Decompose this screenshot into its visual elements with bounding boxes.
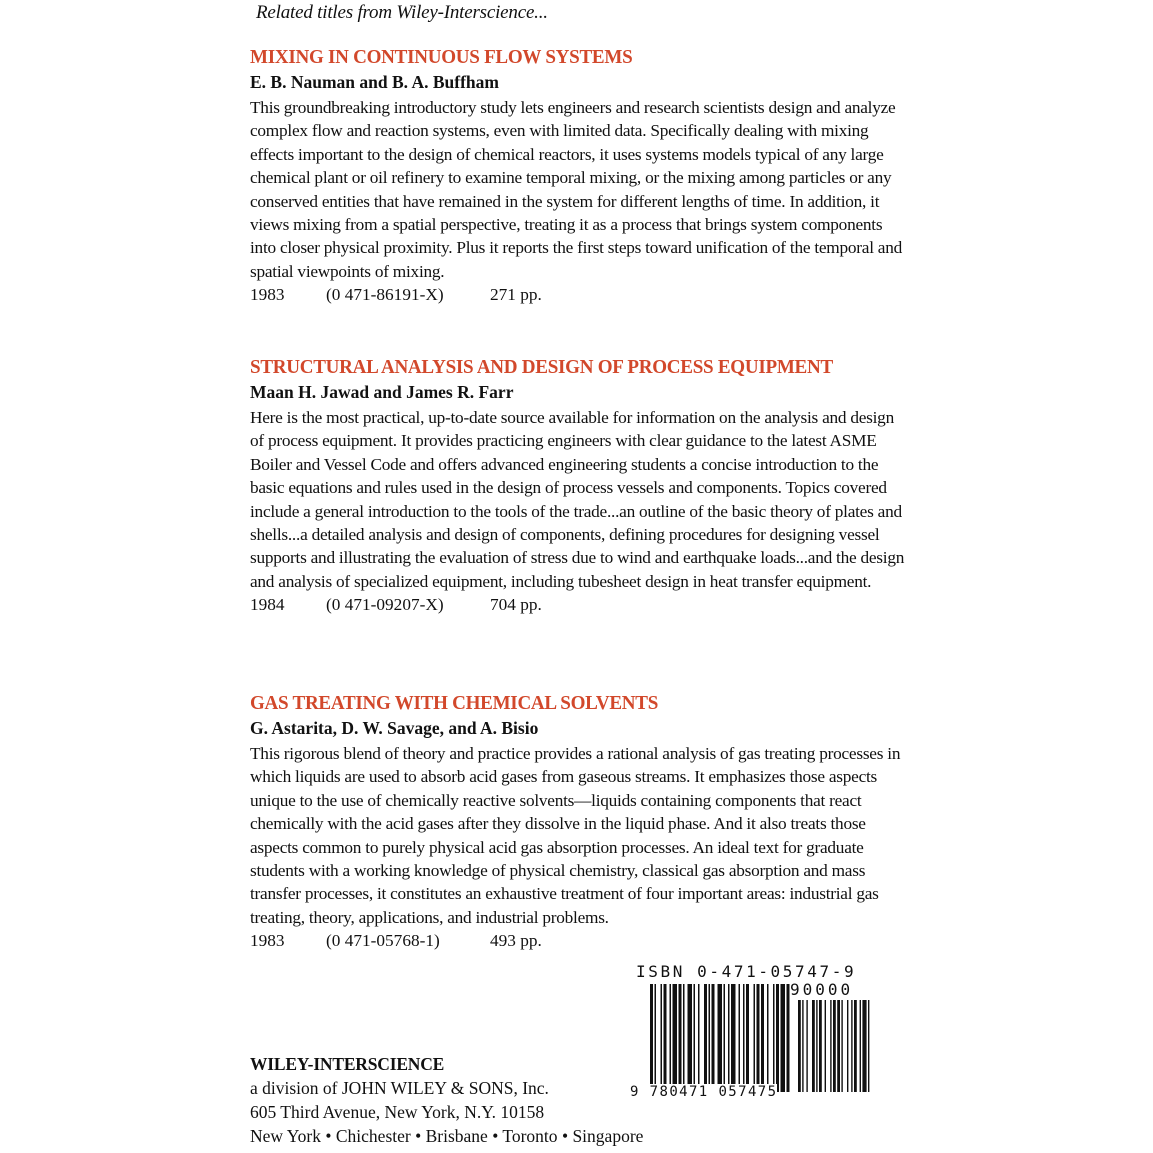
barcode-bar — [868, 1000, 869, 1092]
barcode-bar — [841, 1000, 842, 1092]
book-meta — [250, 283, 910, 306]
barcode-bar — [650, 984, 653, 1092]
barcode-bar — [781, 984, 786, 1092]
bullet-icon: • — [561, 1126, 573, 1146]
barcode-bar — [664, 984, 667, 1092]
barcode-bar — [819, 1000, 822, 1092]
isbn-label: ISBN 0-471-05747-9 — [636, 962, 857, 981]
barcode-area — [628, 960, 888, 1110]
barcode-bar — [754, 984, 756, 1092]
intro-text: Related titles from Wiley-Interscience... — [256, 2, 548, 23]
book-authors: Maan H. Jawad and James R. Farr — [250, 382, 514, 402]
book-isbn: (0 471-05768-1) — [326, 931, 440, 951]
barcode-bar — [860, 1000, 861, 1092]
barcode-bar — [743, 984, 745, 1092]
price-code: 90000 — [790, 980, 854, 999]
barcode-bar — [767, 984, 769, 1092]
barcode-bar — [761, 984, 764, 1092]
barcode-bar — [806, 1000, 807, 1092]
city: Chichester — [335, 1126, 411, 1146]
barcode-bar — [816, 1000, 817, 1092]
city: New York — [250, 1126, 321, 1146]
book-title: STRUCTURAL ANALYSIS AND DESIGN OF PROCESS EQUIPMENT — [250, 356, 833, 378]
publisher-block — [250, 1052, 643, 1148]
barcode-bar — [698, 984, 700, 1092]
barcode-bar — [847, 1000, 848, 1092]
barcode-bar — [833, 1000, 836, 1092]
book-authors: E. B. Nauman and B. A. Buffham — [250, 72, 499, 92]
barcode-bar — [724, 984, 726, 1092]
publisher-name: WILEY-INTERSCIENCE — [250, 1054, 445, 1074]
book-pages: 271 pp. — [490, 285, 542, 305]
barcode-bar — [787, 984, 790, 1092]
barcode-bar — [670, 984, 672, 1092]
barcode-bar — [739, 984, 741, 1092]
barcode-bar — [709, 984, 711, 1092]
barcode-bar — [825, 1000, 826, 1092]
book-meta — [250, 593, 910, 616]
book-year: 1984 — [250, 595, 285, 615]
book-pages: 493 pp. — [490, 931, 542, 951]
barcode-bar — [854, 1000, 857, 1092]
barcode-digits: 9 780471 057475 — [630, 1084, 778, 1100]
barcode-bar — [837, 1000, 840, 1092]
barcode-bar — [802, 1000, 803, 1092]
book-isbn: (0 471-86191-X) — [326, 285, 444, 305]
barcode-bar — [746, 984, 749, 1092]
barcode-bar — [728, 984, 730, 1092]
barcode-bar — [694, 984, 696, 1092]
book-pages: 704 pp. — [490, 595, 542, 615]
book-entry-1 — [250, 44, 910, 306]
barcode-bar — [812, 1000, 815, 1092]
book-description: Here is the most practical, up-to-date source available for information on the analysis and design of process equipment. It provides practicing engineers with clear guidance to the latest ASME Boiler and Vessel Code and offers advanced engineering students a concise introduction to the basic equations and rules used in the design of process vessels and components. Topics covered include a general introduction to the tools of the trade...an outline of the basic theory of plates and shells...a detailed analysis and design of components, defining procedures for designing vessel supports and illustrating the evaluation of stress due to wind and earthquake loads...and the design and analysis of specialized equipment, including tubesheet design in heat transfer equipment. — [250, 408, 905, 591]
book-entry-2 — [250, 354, 910, 616]
barcode-bar — [798, 1000, 801, 1092]
barcode-bar — [718, 984, 723, 1092]
barcode-bar — [704, 984, 707, 1092]
barcode-bar — [773, 984, 775, 1092]
book-year: 1983 — [250, 931, 285, 951]
publisher-cities — [250, 1124, 643, 1148]
barcode-bar — [851, 1000, 852, 1092]
book-entry-3 — [250, 690, 910, 952]
barcode-bar — [661, 984, 663, 1092]
barcode-bar — [830, 1000, 831, 1092]
barcode-bar — [679, 984, 682, 1092]
barcode-bar — [862, 1000, 866, 1092]
book-description: This groundbreaking introductory study lets engineers and research scientists design and analyze complex flow and reaction systems, even with limited data. Specifically dealing with mixing effects important to the design of chemical reactors, it uses systems models typical of any large chemical plant or oil refinery to examine temporal mixing, or the mixing among particles or any conserved entities that have remained in the system for different lengths of time. In addition, it views mixing from a spatial perspective, treating it as a process that brings system components into closer physical proximity. Plus it reports the first steps toward unification of the temporal and spatial viewpoints of mixing. — [250, 98, 903, 281]
bullet-icon: • — [325, 1126, 336, 1146]
bullet-icon: • — [415, 1126, 426, 1146]
city: Toronto — [502, 1126, 558, 1146]
publisher-address: 605 Third Avenue, New York, N.Y. 10158 — [250, 1102, 545, 1122]
barcode-bar — [655, 984, 657, 1092]
barcode-bar — [757, 984, 760, 1092]
city: Singapore — [572, 1126, 644, 1146]
barcode-icon — [650, 984, 882, 1094]
barcode-bar — [673, 984, 678, 1092]
publisher-division: a division of JOHN WILEY & SONS, Inc. — [250, 1078, 549, 1098]
city: Brisbane — [425, 1126, 488, 1146]
book-title: GAS TREATING WITH CHEMICAL SOLVENTS — [250, 692, 659, 714]
barcode-bar — [712, 984, 715, 1092]
book-description: This rigorous blend of theory and practice provides a rational analysis of gas treating processes in which liquids are used to absorb acid gases from gaseous streams. It emphasizes those aspects unique to the use of chemically reactive solvents—liquids containing components that react chemically with the acid gases after they dissolve in the liquid phase. And it also treats those aspects common to purely physical acid gas absorption processes. An ideal text for graduate students with a working knowledge of physical chemistry, classical gas absorption and mass transfer processes, it constitutes an exhaustive treatment of four important areas: industrial gas treating, theory, applications, and industrial problems. — [250, 744, 901, 927]
barcode-bar — [683, 984, 685, 1092]
bullet-icon: • — [492, 1126, 503, 1146]
barcode-bar — [776, 984, 779, 1092]
book-meta — [250, 929, 910, 952]
book-title: MIXING IN CONTINUOUS FLOW SYSTEMS — [250, 46, 633, 68]
book-year: 1983 — [250, 285, 285, 305]
barcode-bar — [688, 984, 693, 1092]
book-isbn: (0 471-09207-X) — [326, 595, 444, 615]
book-authors: G. Astarita, D. W. Savage, and A. Bisio — [250, 718, 539, 738]
barcode-bar — [731, 984, 736, 1092]
